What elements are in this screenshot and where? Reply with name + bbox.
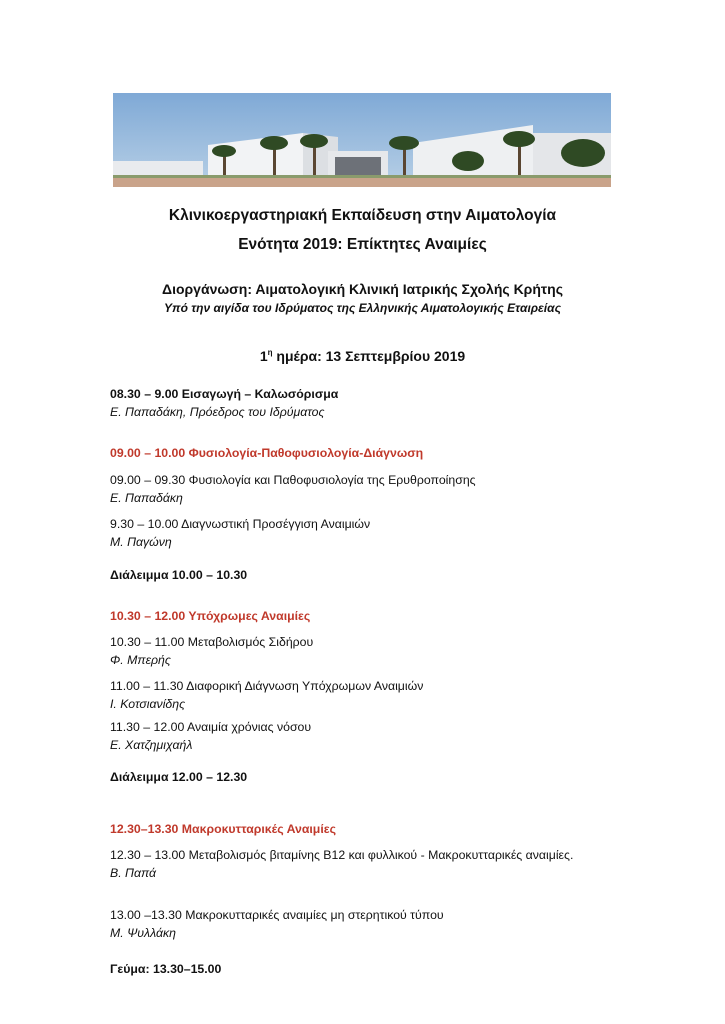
talk-speaker: Β. Παπά	[110, 866, 157, 880]
talk-title: 12.30 – 13.00 Μεταβολισμός βιταμίνης Β12 και φυλλικού - Μακροκυτταρικές αναιμίες.	[110, 848, 574, 862]
talk-speaker: Ι. Κοτσιανίδης	[110, 697, 186, 711]
talk-item	[110, 515, 630, 551]
talk-speaker: Ε. Παπαδάκη	[110, 491, 183, 505]
talk-item	[110, 846, 615, 882]
aegis-line: Υπό την αιγίδα του Ιδρύματος της Ελληνικής Αιματολογικής Εταιρείας	[164, 301, 561, 315]
header-photo	[113, 93, 611, 187]
organizer: Διοργάνωση: Αιματολογική Κλινική Ιατρικής Σχολής Κρήτης	[162, 281, 563, 297]
course-title: Κλινικοεργαστηριακή Εκπαίδευση στην Αιματολογία	[168, 207, 557, 224]
session-1-heading: 09.00 – 10.00 Φυσιολογία-Παθοφυσιολογία-Διάγνωση	[110, 446, 424, 460]
intro-title: 08.30 – 9.00 Εισαγωγή – Καλωσόρισμα	[110, 387, 339, 401]
talk-item	[110, 718, 630, 754]
break-1: Διάλειμμα 10.00 – 10.30	[110, 568, 248, 582]
talk-item	[110, 633, 630, 669]
break-2: Διάλειμμα 12.00 – 12.30	[110, 770, 248, 784]
talk-item	[110, 471, 630, 507]
talk-title: 09.00 – 09.30 Φυσιολογία και Παθοφυσιολογία της Ερυθροποίησης	[110, 473, 476, 487]
talk-title: 11.00 – 11.30 Διαφορική Διάγνωση Υπόχρωμων Αναιμιών	[110, 679, 424, 693]
talk-title: 10.30 – 11.00 Μεταβολισμός Σιδήρου	[110, 635, 314, 649]
lunch-break: Γεύμα: 13.30–15.00	[110, 962, 222, 976]
intro-speaker: Ε. Παπαδάκη, Πρόεδρος του Ιδρύματος	[110, 405, 325, 419]
talk-title: 9.30 – 10.00 Διαγνωστική Προσέγγιση Αναιμιών	[110, 517, 371, 531]
talk-item	[110, 906, 630, 942]
talk-speaker: Φ. Μπερής	[110, 653, 171, 667]
talk-title: 11.30 – 12.00 Αναιμία χρόνιας νόσου	[110, 720, 312, 734]
day-heading: $1^\eta$ ημέρα: 13 Σεπτεμβρίου 2019	[259, 348, 466, 364]
course-subtitle: Ενότητα 2019: Επίκτητες Αναιμίες	[238, 236, 487, 253]
talk-item	[110, 677, 630, 713]
talk-speaker: Μ. Παγώνη	[110, 535, 172, 549]
talk-title: 13.00 –13.30 Μακροκυτταρικές αναιμίες μη στερητικού τύπου	[110, 908, 444, 922]
session-2-heading: 10.30 – 12.00 Υπόχρωμες Αναιμίες	[110, 609, 311, 623]
intro-block	[110, 385, 630, 421]
talk-speaker: Ε. Χατζημιχαήλ	[110, 738, 193, 752]
session-3-heading: 12.30–13.30 Μακροκυτταρικές Αναιμίες	[110, 822, 336, 836]
talk-speaker: Μ. Ψυλλάκη	[110, 926, 176, 940]
